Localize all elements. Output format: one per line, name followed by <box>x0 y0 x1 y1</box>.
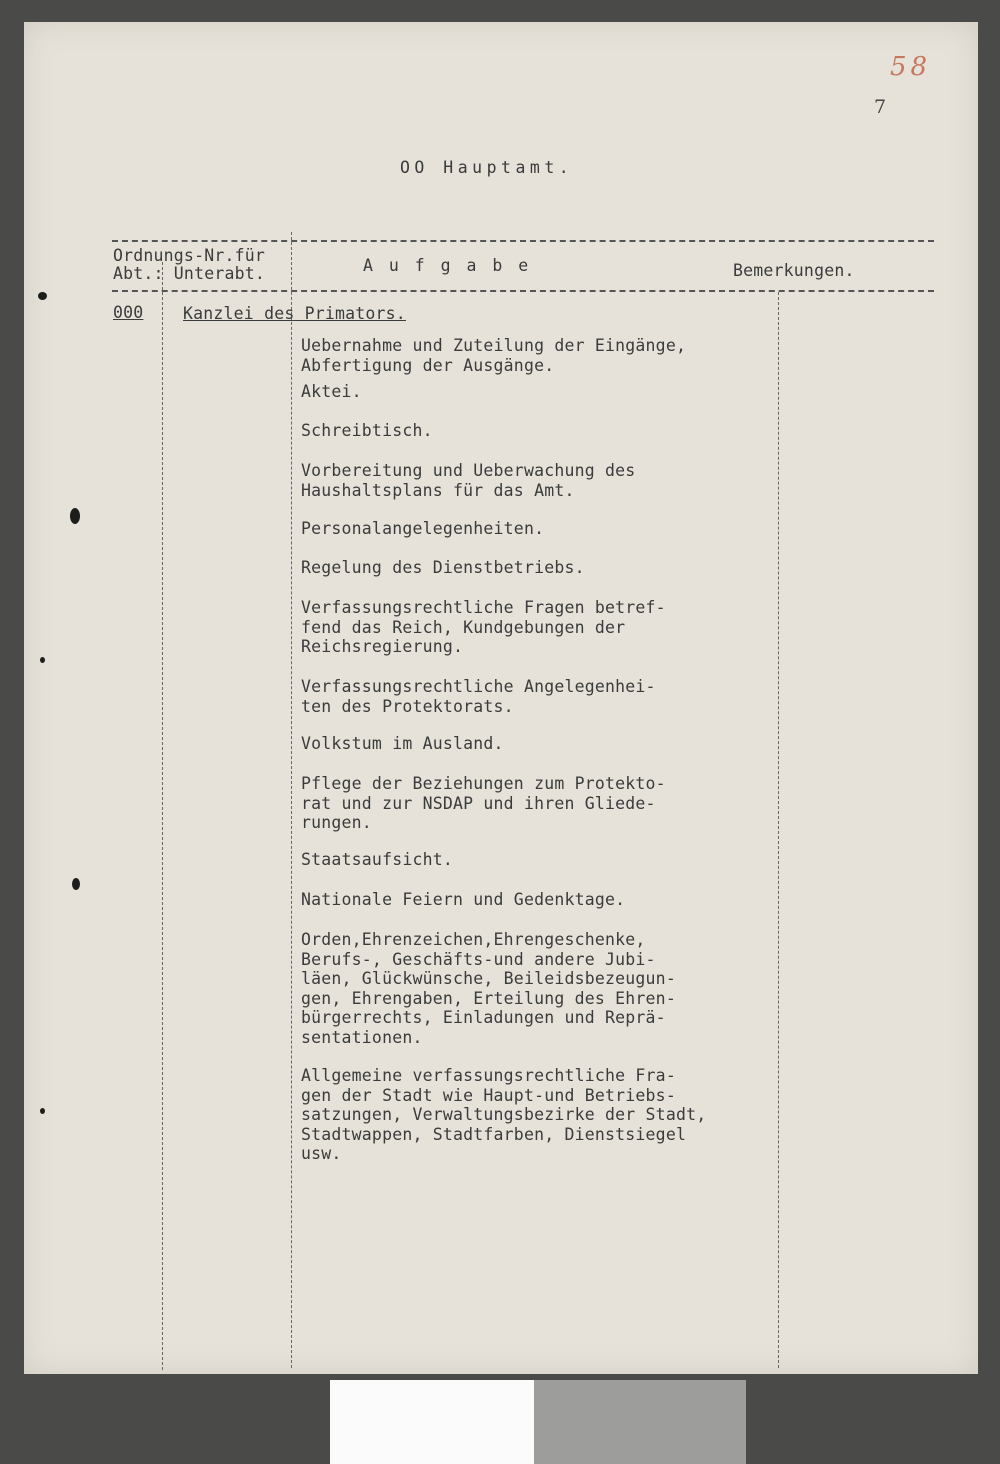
column-divider-aufgabe <box>291 232 292 1368</box>
header-bemerkungen: Bemerkungen. <box>733 261 855 280</box>
entry-item: Verfassungsrechtliche Angelegenhei- ten des Protektorats. <box>301 677 656 716</box>
entry-item: Nationale Feiern und Gedenktage. <box>301 890 626 909</box>
entry-item: Regelung des Dienstbetriebs. <box>301 558 585 577</box>
table-top-rule <box>112 240 934 242</box>
calibration-white-patch <box>330 1380 534 1464</box>
page-title: OO Hauptamt. <box>400 158 574 177</box>
column-divider-unterabt <box>162 262 163 1370</box>
entry-item: Staatsaufsicht. <box>301 850 454 869</box>
header-aufgabe: A u f g a b e <box>363 256 532 275</box>
entry-item: Vorbereitung und Ueberwachung des Haushaltsplans für das Amt. <box>301 461 636 500</box>
entry-item: Allgemeine verfassungsrechtliche Fra- gen der Stadt wie Haupt-und Betriebs- satzungen, Verwaltungsbezirke der Stadt, Stadtwappen, Stadtfarben, Dienstsiegel usw. <box>301 1066 707 1163</box>
stamp-number: 58 <box>890 52 932 82</box>
entry-item: Uebernahme und Zuteilung der Eingänge, Abfertigung der Ausgänge. <box>301 336 687 375</box>
page-number: 7 <box>874 96 887 118</box>
entry-item: Pflege der Beziehungen zum Protekto- rat und zur NSDAP und ihren Gliede- rungen. <box>301 774 666 832</box>
section-title: Kanzlei des Primators. <box>183 304 406 323</box>
entry-item: Aktei. <box>301 382 362 401</box>
entry-item: Verfassungsrechtliche Fragen betref- fend das Reich, Kundgebungen der Reichsregierung. <box>301 598 666 656</box>
header-ordnungs-nr: Ordnungs-Nr.für <box>113 246 266 265</box>
table-header-rule <box>112 290 934 292</box>
section-number: 000 <box>113 303 144 322</box>
entry-item: Orden,Ehrenzeichen,Ehrengeschenke, Berufs-, Geschäfts-und andere Jubi- läen, Glückwünsche, Beileidsbezeugun- gen, Ehrengaben, Erteilung des Ehren- bürgerrechts, Einladungen und Reprä- sentationen. <box>301 930 676 1047</box>
entry-item: Personalangelegenheiten. <box>301 519 545 538</box>
entry-item: Volkstum im Ausland. <box>301 734 504 753</box>
calibration-gray-patch <box>534 1380 746 1464</box>
entry-item: Schreibtisch. <box>301 421 433 440</box>
header-abt-unterabt: Abt.: Unterabt. <box>113 264 266 283</box>
column-divider-bemerkungen <box>778 292 779 1368</box>
